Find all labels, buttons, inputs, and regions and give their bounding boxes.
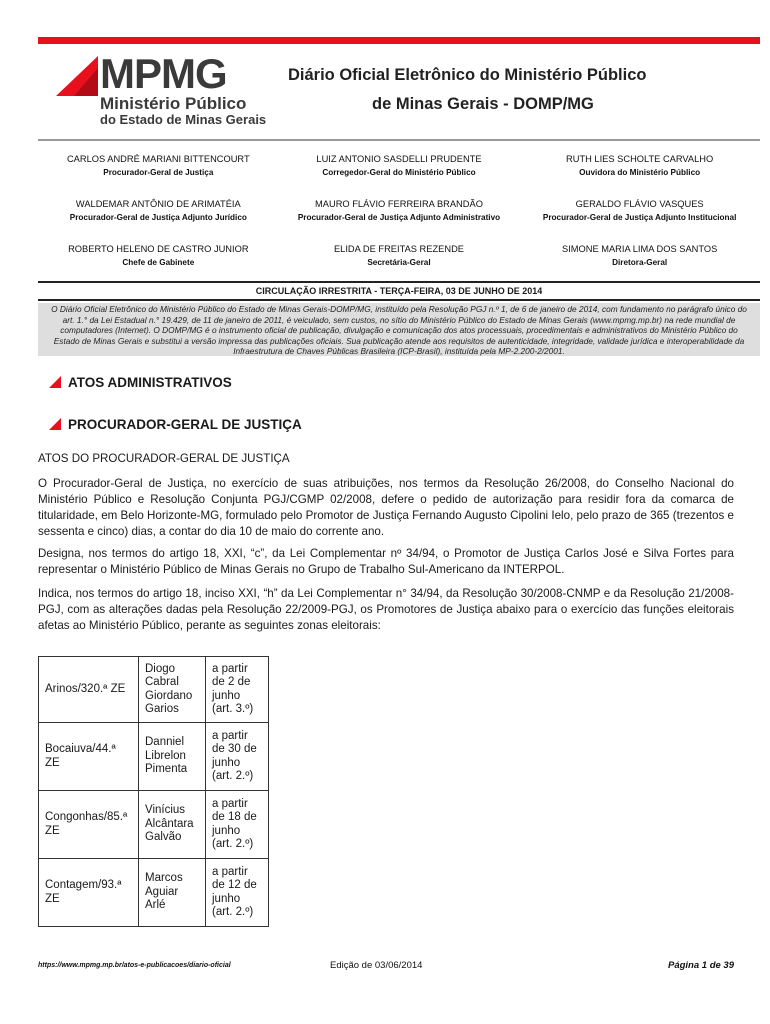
official-role: Chefe de Gabinete [122, 258, 195, 267]
official-role: Ouvidora do Ministério Público [579, 168, 701, 177]
officials-grid [38, 152, 760, 287]
official-role: Procurador-Geral de Justiça Adjunto Institucional [542, 213, 737, 222]
official-name: RUTH LIES SCHOLTE CARVALHO [566, 154, 714, 164]
start-cell: a partir de 2 de junho (art. 3.º) [206, 657, 269, 723]
header-accent-bar [38, 37, 760, 44]
official [279, 197, 520, 242]
table-row [39, 859, 269, 927]
promoter-cell: Diogo Cabral Giordano Garios [139, 657, 206, 723]
footer-link[interactable]: https://www.mpmg.mp.br/atos-e-publicacoes/diario-oficial [38, 962, 231, 969]
official-role: Procurador-Geral de Justiça Adjunto Jurídico [69, 213, 247, 222]
official-name: GERALDO FLÁVIO VASQUES [575, 199, 704, 209]
official-role: Diretora-Geral [612, 258, 668, 267]
zone-cell: Congonhas/85.ª ZE [39, 791, 139, 859]
logo-mark-icon [54, 54, 100, 98]
table-row [39, 791, 269, 859]
promoter-cell: Vinícius Alcântara Galvão [139, 791, 206, 859]
section-heading-label: ATOS ADMINISTRATIVOS [68, 374, 232, 390]
zone-cell: Bocaiuva/44.ª ZE [39, 723, 139, 791]
page-title-line-2: de Minas Gerais - DOMP/MG [372, 95, 594, 113]
table-row [39, 723, 269, 791]
official-name: LUIZ ANTONIO SASDELLI PRUDENTE [316, 154, 482, 164]
official-name: MAURO FLÁVIO FERREIRA BRANDÃO [315, 199, 483, 209]
section-heading-label: PROCURADOR-GERAL DE JUSTIÇA [68, 416, 302, 432]
mpmg-logo [54, 50, 267, 127]
paragraph-3: Indica, nos termos do artigo 18, inciso XXI, “h” da Lei Complementar n° 34/94, da Resolução 30/2008-CNMP e da Resolução 21/2008-PGJ, com as alterações dadas pela Resolução 22/2009-PGJ, os Promotores de Justiça abaixo para o exercício das funções eleitorais afetas ao Ministério Público, perante as seguintes zonas eleitorais: [38, 587, 734, 632]
section-heading-atos [48, 372, 232, 392]
content-subheading: ATOS DO PROCURADOR-GERAL DE JUSTIÇA [38, 452, 290, 465]
start-cell: a partir de 30 de junho (art. 2.º) [206, 723, 269, 791]
paragraph-1: O Procurador-Geral de Justiça, no exercício de suas atribuições, nos termos da Resolução 26/2008, do Conselho Nacional do Ministério Público e Resolução Conjunta PGJ/CGMP 02/2008, defere o pedido de autorização para residir fora da comarca de titularidade, em Belo Horizonte-MG, formulado pelo Promotor de Justiça Fernando Augusto Cipolini Ielo, pelo prazo de 365 (trezentos e sessenta e cinco) dias, a contar do dia 10 de maio do corrente ano. [38, 477, 734, 538]
official-name: ROBERTO HELENO DE CASTRO JUNIOR [68, 244, 249, 254]
official-role: Procurador-Geral de Justiça [103, 168, 214, 177]
section-marker-icon [48, 375, 62, 389]
section-heading-pgj [48, 414, 302, 434]
circulation-divider-top [38, 281, 760, 283]
logo-brand: MPMG [100, 50, 227, 97]
page-title-line-1: Diário Oficial Eletrônico do Ministério Público [288, 66, 647, 84]
start-cell: a partir de 18 de junho (art. 2.º) [206, 791, 269, 859]
logo-subtitle-1: Ministério Público [100, 94, 247, 113]
official-name: CARLOS ANDRÉ MARIANI BITTENCOURT [66, 154, 250, 164]
officials-row [38, 152, 760, 197]
header-divider [38, 139, 760, 141]
official-role: Procurador-Geral de Justiça Adjunto Administrativo [297, 213, 501, 222]
footer-edition: Edição de 03/06/2014 [330, 960, 423, 971]
circulation-divider-bottom [38, 299, 760, 301]
footer-page-number: Página 1 de 39 [667, 960, 734, 971]
official [519, 197, 760, 242]
official [279, 152, 520, 197]
official [519, 152, 760, 197]
official-role: Corregedor-Geral do Ministério Público [322, 168, 476, 177]
official-name: ELIDA DE FREITAS REZENDE [333, 244, 464, 254]
logo-subtitle-2: do Estado de Minas Gerais [100, 112, 267, 127]
paragraph-2: Designa, nos termos do artigo 18, XXI, “c”, da Lei Complementar nº 34/94, o Promotor de Justiça Carlos José e Silva Fortes para representar o Ministério Público de Minas Gerais no Grupo de Trabalho Sul-Americano da INTERPOL. [38, 547, 734, 576]
electoral-zones-table [38, 656, 269, 927]
zone-cell: Arinos/320.ª ZE [39, 657, 139, 723]
official-name: SIMONE MARIA LIMA DOS SANTOS [561, 244, 718, 254]
start-cell: a partir de 12 de junho (art. 2.º) [206, 859, 269, 927]
official-name: WALDEMAR ANTÔNIO DE ARIMATÉIA [75, 199, 241, 209]
zone-cell: Contagem/93.ª ZE [39, 859, 139, 927]
legal-notice: O Diário Oficial Eletrônico do Ministério Público do Estado de Minas Gerais-DOMP/MG, instituído pela Resolução PGJ n.º 1, de 6 de janeiro de 2014, com fundamento no parágrafo único do art. 1.° da Lei Estadual n.° 19.429, de 11 de janeiro de 2011, é veiculado, sem custos, no sítio do Ministério Público do Estado de Minas Gerais (www.mpmg.mp.br) na rede mundial de computadores (Internet). O DOMP/MG é o instrumento oficial de publicação, divulgação e comunicação dos atos processuais, procedimentais e administrativos do Ministério Público do Estado de Minas Gerais e substitui a versão impressa das publicações oficiais. Sua publicação atende aos requisitos de autenticidade, integridade, validade jurídica e interoperabilidade da Infraestrutura de Chaves Públicas Brasileira (ICP-Brasil), instituída pela MP-2.200-2/2001. [38, 303, 760, 356]
official-role: Secretária-Geral [367, 258, 431, 267]
promoter-cell: Danniel Librelon Pimenta [139, 723, 206, 791]
official [38, 152, 279, 197]
officials-row [38, 197, 760, 242]
table-row [39, 657, 269, 723]
promoter-cell: Marcos Aguiar Arlé [139, 859, 206, 927]
official [38, 197, 279, 242]
circulation-line: CIRCULAÇÃO IRRESTRITA - TERÇA-FEIRA, 03 DE JUNHO DE 2014 [255, 286, 543, 296]
section-marker-icon [48, 417, 62, 431]
